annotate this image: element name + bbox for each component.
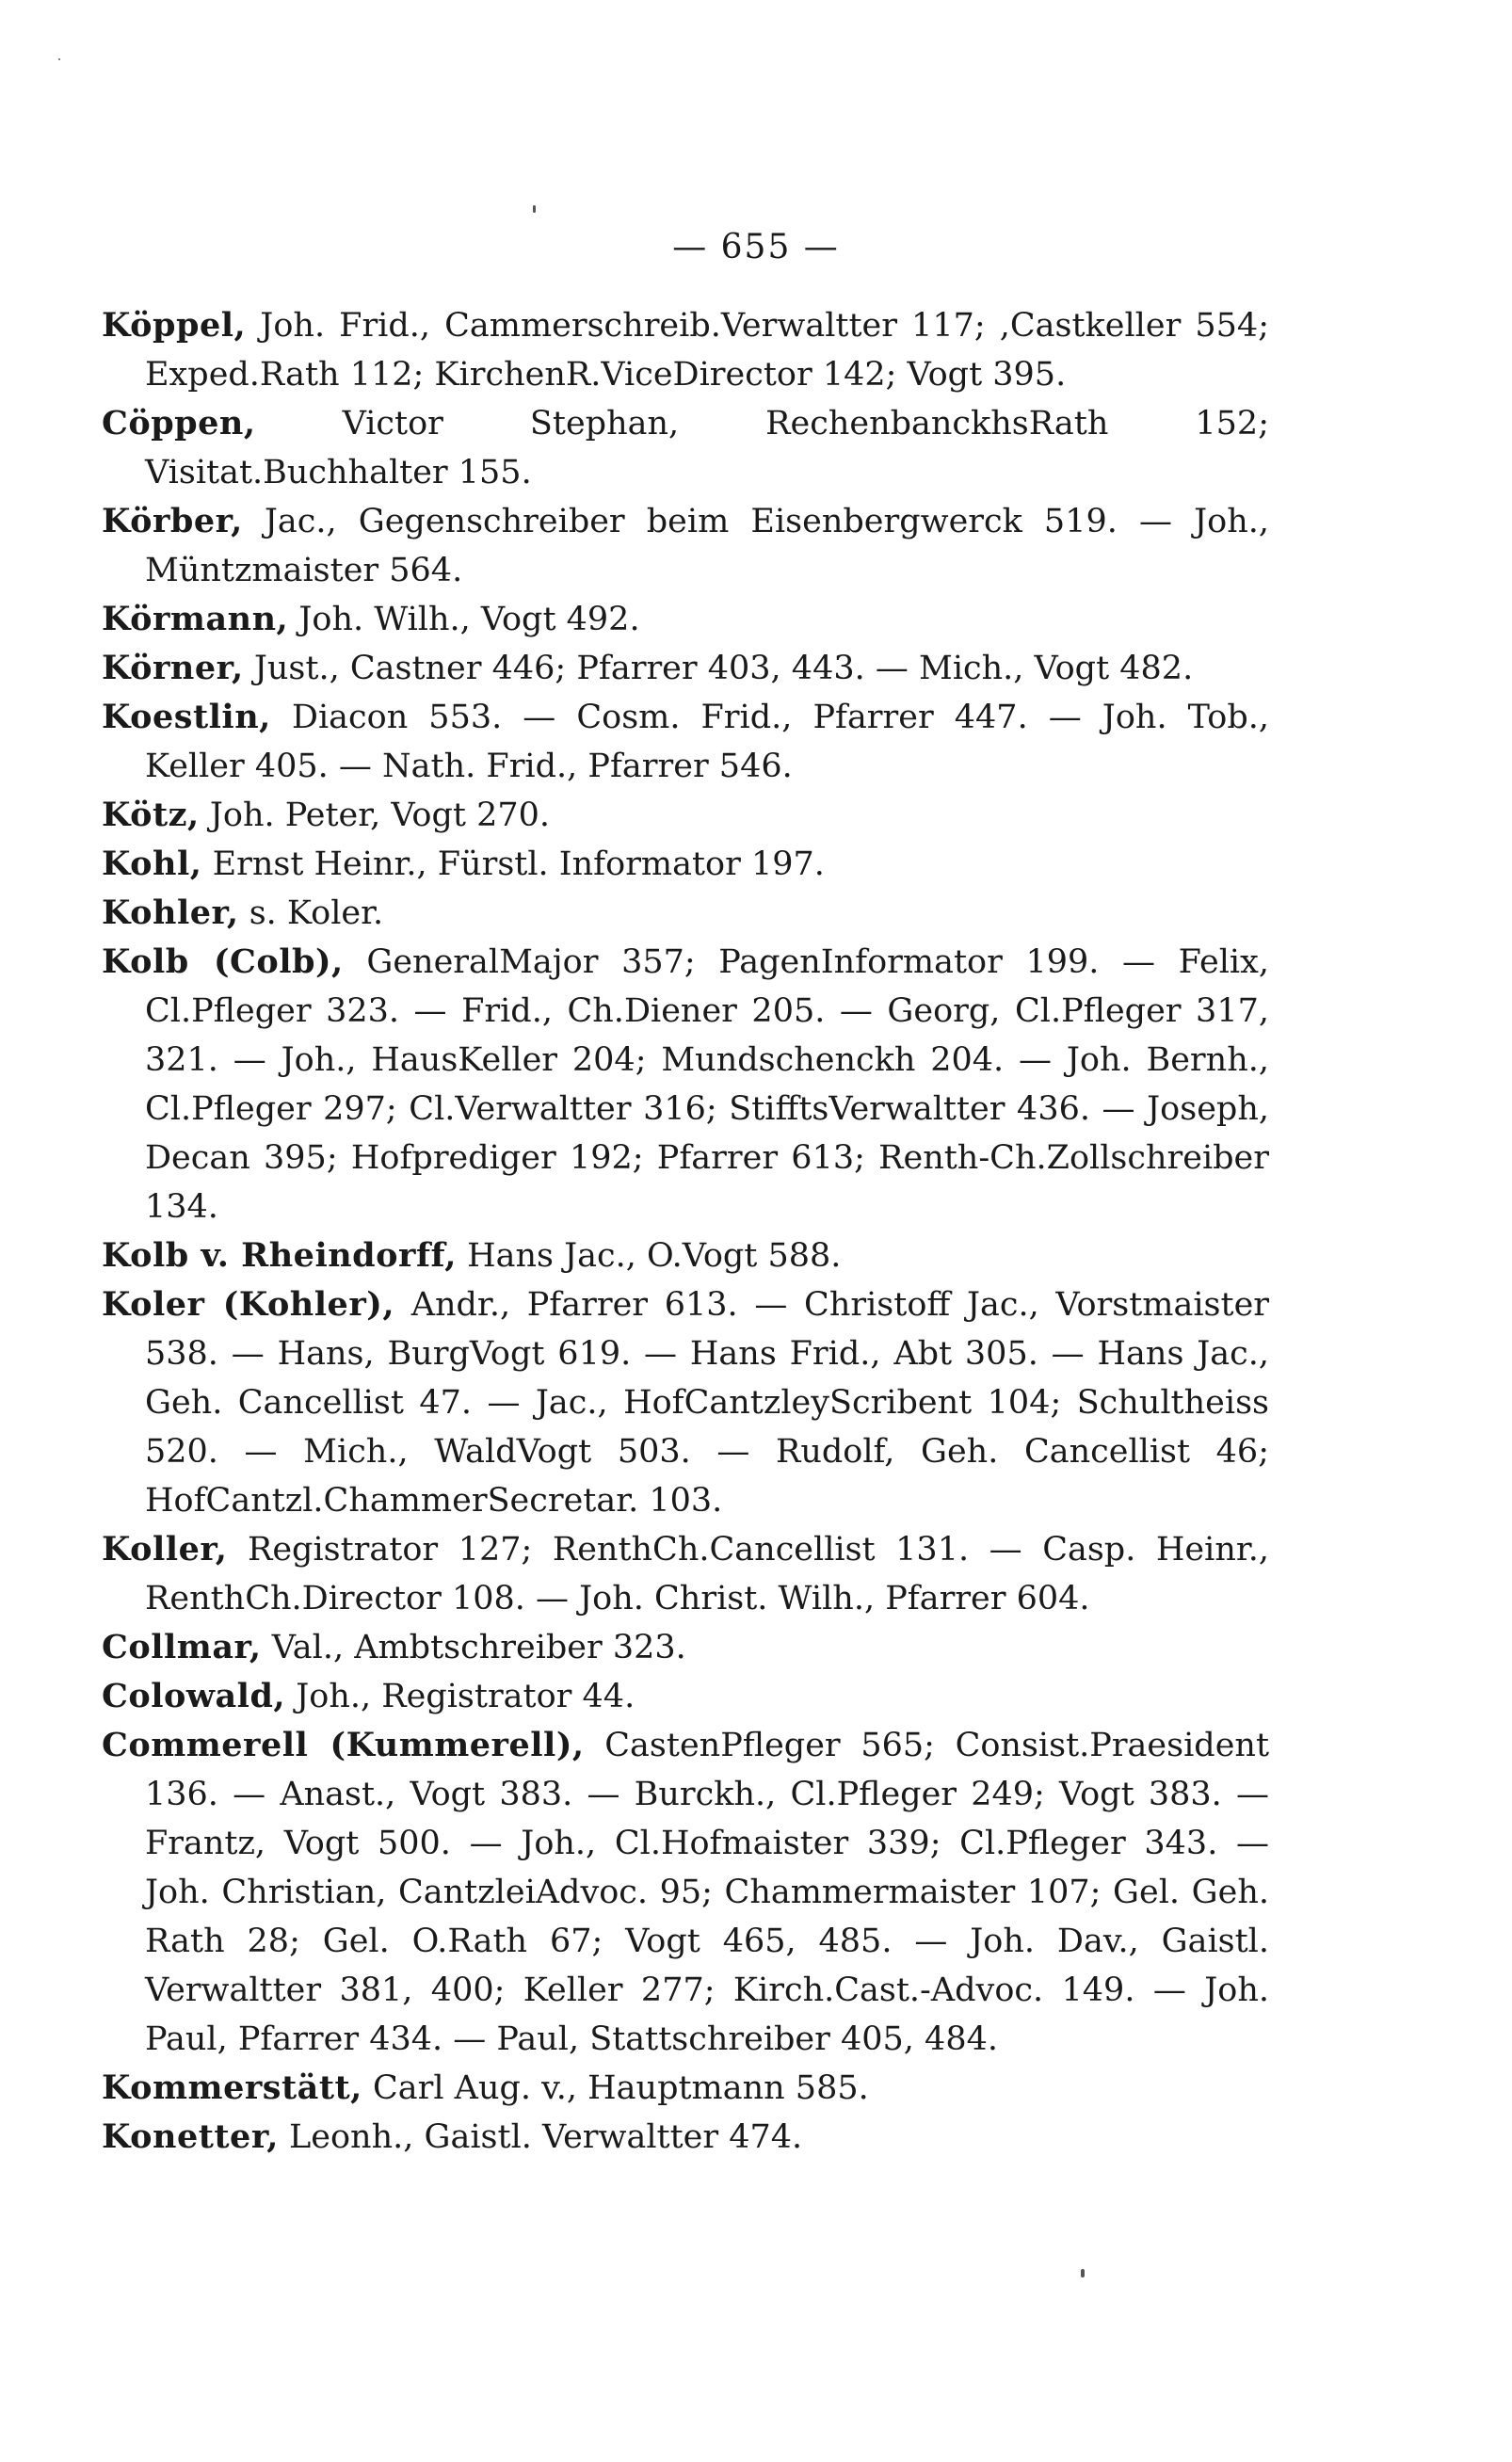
register-entry	[102, 301, 1269, 399]
register-entry	[102, 840, 1269, 889]
entry-text: Joh. Frid., Cammerschreib.Verwaltter 117; ,Castkeller 554; Exped.Rath 112; KirchenR.ViceDirector 142; Vogt 395.	[145, 307, 1269, 394]
entry-text: Diacon 553. — Cosm. Frid., Pfarrer 447. — Joh. Tob., Keller 405. — Nath. Frid., Pfarrer 546.	[145, 699, 1269, 785]
entry-text: Hans Jac., O.Vogt 588.	[456, 1237, 842, 1275]
entry-text: Registrator 127; RenthCh.Cancellist 131. — Casp. Heinr., RenthCh.Director 108. — Joh. Christ. Wilh., Pfarrer 604.	[145, 1531, 1269, 1617]
entry-headword: Konetter,	[102, 2117, 279, 2156]
register-entries	[102, 301, 1269, 2162]
entry-text: Val., Ambtschreiber 323.	[261, 1629, 686, 1666]
register-entry	[102, 1721, 1269, 2064]
entry-headword: Colowald,	[102, 1677, 286, 1715]
entry-headword: Collmar,	[102, 1628, 262, 1666]
entry-headword: Körmann,	[102, 600, 289, 638]
print-speck	[533, 205, 536, 213]
entry-headword: Koler (Kohler),	[102, 1285, 395, 1324]
register-entry	[102, 399, 1269, 497]
entry-headword: Kohler,	[102, 893, 239, 932]
print-speck	[58, 58, 60, 60]
entry-headword: Kolb (Colb),	[102, 942, 344, 981]
register-entry	[102, 693, 1269, 791]
register-entry	[102, 889, 1269, 938]
entry-headword: Cöppen,	[102, 404, 256, 443]
entry-headword: Körner,	[102, 649, 244, 687]
register-entry	[102, 1231, 1269, 1280]
entry-text: Victor Stephan, RechenbanckhsRath 152; Visitat.Buchhalter 155.	[145, 405, 1269, 491]
entry-text: Leonh., Gaistl. Verwaltter 474.	[278, 2118, 803, 2156]
register-entry	[102, 1280, 1269, 1525]
page-number: — 655 —	[672, 228, 840, 266]
entry-headword: Kolb v. Rheindorff,	[102, 1236, 457, 1275]
register-entry	[102, 2064, 1269, 2113]
entry-headword: Körber,	[102, 502, 243, 540]
entry-headword: Koller,	[102, 1530, 228, 1569]
entry-text: Joh. Wilh., Vogt 492.	[288, 601, 640, 638]
entry-text: Andr., Pfarrer 613. — Christoff Jac., Vorstmaister 538. — Hans, BurgVogt 619. — Hans Frid., Abt 305. — Hans Jac., Geh. Cancellist 47. — Jac., HofCantzleyScribent 104; Schultheiss 520. — Mich., WaldVogt 503. — Rudolf, Geh. Cancellist 46; HofCantzl.ChammerSecretar. 103.	[145, 1286, 1270, 1520]
register-entry	[102, 1623, 1269, 1672]
register-entry	[102, 2113, 1269, 2162]
entry-text: Jac., Gegenschreiber beim Eisenbergwerck 519. — Joh., Müntzmaister 564.	[145, 503, 1269, 589]
entry-text: Just., Castner 446; Pfarrer 403, 443. — Mich., Vogt 482.	[243, 650, 1194, 687]
entry-text: s. Koler.	[238, 894, 384, 932]
entry-headword: Koestlin,	[102, 698, 271, 736]
entry-text: GeneralMajor 357; PagenInformator 199. — Felix, Cl.Pfleger 323. — Frid., Ch.Diener 205. — Georg, Cl.Pfleger 317, 321. — Joh., HausKeller 204; Mundschenckh 204. — Joh. Bernh., Cl.Pfleger 297; Cl.Verwaltter 316; StifftsVerwaltter 436. — Joseph, Decan 395; Hofprediger 192; Pfarrer 613; Renth-Ch.Zollschreiber 134.	[145, 943, 1269, 1226]
register-entry	[102, 938, 1269, 1231]
entry-headword: Kohl,	[102, 845, 202, 883]
entry-text: Joh., Registrator 44.	[285, 1678, 635, 1715]
entry-text: Carl Aug. v., Hauptmann 585.	[362, 2069, 869, 2107]
register-entry	[102, 595, 1269, 644]
register-entry	[102, 497, 1269, 595]
register-entry	[102, 791, 1269, 840]
entry-text: Joh. Peter, Vogt 270.	[199, 797, 551, 834]
register-entry	[102, 644, 1269, 693]
entry-headword: Commerell (Kummerell),	[102, 1726, 585, 1764]
entry-text: Ernst Heinr., Fürstl. Informator 197.	[201, 845, 825, 883]
entry-headword: Köppel,	[102, 306, 247, 345]
entry-text: CastenPfleger 565; Consist.Praesident 136. — Anast., Vogt 383. — Burckh., Cl.Pfleger 249; Vogt 383. — Frantz, Vogt 500. — Joh., Cl.Hofmaister 339; Cl.Pfleger 343. — Joh. Christian, CantzleiAdvoc. 95; Chammermaister 107; Gel. Geh. Rath 28; Gel. O.Rath 67; Vogt 465, 485. — Joh. Dav., Gaistl. Verwaltter 381, 400; Keller 277; Kirch.Cast.-Advoc. 149. — Joh. Paul, Pfarrer 434. — Paul, Stattschreiber 405, 484.	[145, 1727, 1270, 2058]
register-entry	[102, 1525, 1269, 1623]
print-speck	[1081, 2269, 1085, 2277]
entry-headword: Kötz,	[102, 796, 200, 834]
entry-headword: Kommerstätt,	[102, 2068, 362, 2107]
register-entry	[102, 1672, 1269, 1721]
